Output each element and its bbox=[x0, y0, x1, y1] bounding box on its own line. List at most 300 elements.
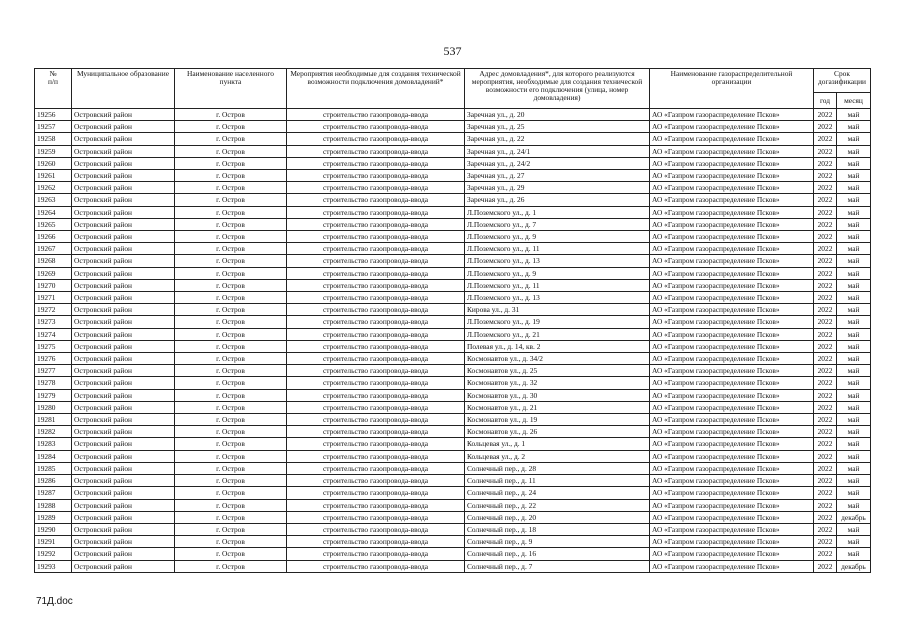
row-year: 2022 bbox=[814, 316, 837, 328]
row-measure: строительство газопровода-ввода bbox=[287, 560, 465, 572]
table-row bbox=[35, 499, 871, 511]
table-row bbox=[35, 121, 871, 133]
row-measure: строительство газопровода-ввода bbox=[287, 389, 465, 401]
row-settlement: г. Остров bbox=[175, 523, 287, 535]
row-year: 2022 bbox=[814, 414, 837, 426]
row-municipality: Островский район bbox=[72, 243, 175, 255]
table-row bbox=[35, 133, 871, 145]
row-municipality: Островский район bbox=[72, 267, 175, 279]
row-gdo: АО «Газпром газораспределение Псков» bbox=[650, 243, 814, 255]
row-year: 2022 bbox=[814, 121, 837, 133]
table-row bbox=[35, 353, 871, 365]
row-month: май bbox=[837, 292, 871, 304]
row-number: 19266 bbox=[35, 231, 72, 243]
table-row bbox=[35, 438, 871, 450]
gasification-table bbox=[34, 68, 871, 573]
row-number: 19258 bbox=[35, 133, 72, 145]
table-row bbox=[35, 511, 871, 523]
row-address: Космонавтов ул., д. 21 bbox=[465, 401, 650, 413]
row-number: 19289 bbox=[35, 511, 72, 523]
row-settlement: г. Остров bbox=[175, 487, 287, 499]
row-month: май bbox=[837, 157, 871, 169]
page-number: 537 bbox=[443, 44, 462, 58]
row-number: 19284 bbox=[35, 450, 72, 462]
row-municipality: Островский район bbox=[72, 316, 175, 328]
row-number: 19263 bbox=[35, 194, 72, 206]
row-year: 2022 bbox=[814, 560, 837, 572]
row-settlement: г. Остров bbox=[175, 548, 287, 560]
row-municipality: Островский район bbox=[72, 414, 175, 426]
row-measure: строительство газопровода-ввода bbox=[287, 536, 465, 548]
row-year: 2022 bbox=[814, 304, 837, 316]
row-measure: строительство газопровода-ввода bbox=[287, 353, 465, 365]
row-municipality: Островский район bbox=[72, 450, 175, 462]
row-gdo: АО «Газпром газораспределение Псков» bbox=[650, 475, 814, 487]
row-measure: строительство газопровода-ввода bbox=[287, 328, 465, 340]
row-gdo: АО «Газпром газораспределение Псков» bbox=[650, 548, 814, 560]
row-month: май bbox=[837, 450, 871, 462]
row-gdo: АО «Газпром газораспределение Псков» bbox=[650, 316, 814, 328]
row-measure: строительство газопровода-ввода bbox=[287, 462, 465, 474]
row-gdo: АО «Газпром газораспределение Псков» bbox=[650, 340, 814, 352]
row-municipality: Островский район bbox=[72, 279, 175, 291]
row-measure: строительство газопровода-ввода bbox=[287, 548, 465, 560]
row-settlement: г. Остров bbox=[175, 157, 287, 169]
row-gdo: АО «Газпром газораспределение Псков» bbox=[650, 170, 814, 182]
row-number: 19273 bbox=[35, 316, 72, 328]
row-address: Заречная ул., д. 29 bbox=[465, 182, 650, 194]
table-row bbox=[35, 426, 871, 438]
row-measure: строительство газопровода-ввода bbox=[287, 438, 465, 450]
row-month: май bbox=[837, 401, 871, 413]
row-month: май bbox=[837, 438, 871, 450]
row-measure: строительство газопровода-ввода bbox=[287, 267, 465, 279]
row-year: 2022 bbox=[814, 523, 837, 535]
row-settlement: г. Остров bbox=[175, 218, 287, 230]
row-month: май bbox=[837, 206, 871, 218]
row-number: 19279 bbox=[35, 389, 72, 401]
row-settlement: г. Остров bbox=[175, 536, 287, 548]
row-address: Солнечный пер., д. 28 bbox=[465, 462, 650, 474]
row-municipality: Островский район bbox=[72, 377, 175, 389]
row-address: Полевая ул., д. 14, кв. 2 bbox=[465, 340, 650, 352]
row-month: май bbox=[837, 389, 871, 401]
row-municipality: Островский район bbox=[72, 194, 175, 206]
row-municipality: Островский район bbox=[72, 255, 175, 267]
table-row bbox=[35, 267, 871, 279]
row-address: Заречная ул., д. 27 bbox=[465, 170, 650, 182]
row-measure: строительство газопровода-ввода bbox=[287, 243, 465, 255]
row-address: Космонавтов ул., д. 26 bbox=[465, 426, 650, 438]
row-settlement: г. Остров bbox=[175, 121, 287, 133]
row-gdo: АО «Газпром газораспределение Псков» bbox=[650, 414, 814, 426]
row-address: Солнечный пер., д. 18 bbox=[465, 523, 650, 535]
row-address: Солнечный пер., д. 16 bbox=[465, 548, 650, 560]
row-month: май bbox=[837, 377, 871, 389]
row-municipality: Островский район bbox=[72, 328, 175, 340]
row-year: 2022 bbox=[814, 426, 837, 438]
row-municipality: Островский район bbox=[72, 133, 175, 145]
table-row bbox=[35, 231, 871, 243]
row-settlement: г. Остров bbox=[175, 316, 287, 328]
row-municipality: Островский район bbox=[72, 389, 175, 401]
row-settlement: г. Остров bbox=[175, 353, 287, 365]
row-month: май bbox=[837, 426, 871, 438]
row-gdo: АО «Газпром газораспределение Псков» bbox=[650, 499, 814, 511]
table-row bbox=[35, 523, 871, 535]
row-municipality: Островский район bbox=[72, 523, 175, 535]
row-month: май bbox=[837, 499, 871, 511]
row-settlement: г. Остров bbox=[175, 304, 287, 316]
row-number: 19275 bbox=[35, 340, 72, 352]
row-gdo: АО «Газпром газораспределение Псков» bbox=[650, 304, 814, 316]
row-year: 2022 bbox=[814, 353, 837, 365]
row-settlement: г. Остров bbox=[175, 133, 287, 145]
table-row bbox=[35, 450, 871, 462]
row-number: 19292 bbox=[35, 548, 72, 560]
row-month: май bbox=[837, 487, 871, 499]
row-address: Кольцевая ул., д. 1 bbox=[465, 438, 650, 450]
row-number: 19291 bbox=[35, 536, 72, 548]
row-address: Космонавтов ул., д. 30 bbox=[465, 389, 650, 401]
row-measure: строительство газопровода-ввода bbox=[287, 121, 465, 133]
row-address: Заречная ул., д. 20 bbox=[465, 109, 650, 121]
header-municipality: Муниципальное образование bbox=[72, 69, 175, 109]
row-address: Л.Поземского ул., д. 19 bbox=[465, 316, 650, 328]
row-number: 19260 bbox=[35, 157, 72, 169]
row-measure: строительство газопровода-ввода bbox=[287, 304, 465, 316]
row-settlement: г. Остров bbox=[175, 450, 287, 462]
row-address: Космонавтов ул., д. 32 bbox=[465, 377, 650, 389]
row-month: май bbox=[837, 279, 871, 291]
row-month: май bbox=[837, 218, 871, 230]
document-filename: 71Д.doc bbox=[36, 596, 73, 607]
row-measure: строительство газопровода-ввода bbox=[287, 377, 465, 389]
row-year: 2022 bbox=[814, 438, 837, 450]
row-address: Солнечный пер., д. 22 bbox=[465, 499, 650, 511]
row-gdo: АО «Газпром газораспределение Псков» bbox=[650, 145, 814, 157]
table-row bbox=[35, 475, 871, 487]
row-month: май bbox=[837, 145, 871, 157]
header-num: № п/п bbox=[35, 69, 72, 109]
row-municipality: Островский район bbox=[72, 292, 175, 304]
row-settlement: г. Остров bbox=[175, 255, 287, 267]
row-settlement: г. Остров bbox=[175, 267, 287, 279]
table-body bbox=[35, 109, 871, 573]
row-municipality: Островский район bbox=[72, 145, 175, 157]
row-number: 19256 bbox=[35, 109, 72, 121]
row-address: Заречная ул., д. 24/2 bbox=[465, 157, 650, 169]
row-municipality: Островский район bbox=[72, 548, 175, 560]
row-number: 19286 bbox=[35, 475, 72, 487]
row-year: 2022 bbox=[814, 182, 837, 194]
row-municipality: Островский район bbox=[72, 426, 175, 438]
row-settlement: г. Остров bbox=[175, 194, 287, 206]
table-row bbox=[35, 182, 871, 194]
table-row bbox=[35, 377, 871, 389]
row-gdo: АО «Газпром газораспределение Псков» bbox=[650, 450, 814, 462]
row-address: Л.Поземского ул., д. 21 bbox=[465, 328, 650, 340]
row-settlement: г. Остров bbox=[175, 426, 287, 438]
row-address: Л.Поземского ул., д. 11 bbox=[465, 279, 650, 291]
row-gdo: АО «Газпром газораспределение Псков» bbox=[650, 560, 814, 572]
row-year: 2022 bbox=[814, 365, 837, 377]
row-year: 2022 bbox=[814, 279, 837, 291]
table-row bbox=[35, 560, 871, 572]
row-address: Л.Поземского ул., д. 11 bbox=[465, 243, 650, 255]
row-measure: строительство газопровода-ввода bbox=[287, 523, 465, 535]
row-municipality: Островский район bbox=[72, 304, 175, 316]
row-gdo: АО «Газпром газораспределение Псков» bbox=[650, 328, 814, 340]
row-number: 19281 bbox=[35, 414, 72, 426]
row-address: Заречная ул., д. 26 bbox=[465, 194, 650, 206]
row-municipality: Островский район bbox=[72, 560, 175, 572]
table-row bbox=[35, 157, 871, 169]
row-address: Л.Поземского ул., д. 1 bbox=[465, 206, 650, 218]
row-gdo: АО «Газпром газораспределение Псков» bbox=[650, 121, 814, 133]
row-address: Космонавтов ул., д. 19 bbox=[465, 414, 650, 426]
row-municipality: Островский район bbox=[72, 365, 175, 377]
row-number: 19287 bbox=[35, 487, 72, 499]
row-month: декабрь bbox=[837, 560, 871, 572]
row-settlement: г. Остров bbox=[175, 401, 287, 413]
row-gdo: АО «Газпром газораспределение Псков» bbox=[650, 523, 814, 535]
row-month: май bbox=[837, 316, 871, 328]
row-settlement: г. Остров bbox=[175, 145, 287, 157]
row-measure: строительство газопровода-ввода bbox=[287, 255, 465, 267]
row-number: 19268 bbox=[35, 255, 72, 267]
row-number: 19293 bbox=[35, 560, 72, 572]
table-row bbox=[35, 109, 871, 121]
row-number: 19283 bbox=[35, 438, 72, 450]
row-year: 2022 bbox=[814, 109, 837, 121]
row-measure: строительство газопровода-ввода bbox=[287, 340, 465, 352]
row-settlement: г. Остров bbox=[175, 462, 287, 474]
row-settlement: г. Остров bbox=[175, 389, 287, 401]
row-year: 2022 bbox=[814, 499, 837, 511]
row-address: Заречная ул., д. 22 bbox=[465, 133, 650, 145]
row-municipality: Островский район bbox=[72, 231, 175, 243]
row-municipality: Островский район bbox=[72, 511, 175, 523]
row-year: 2022 bbox=[814, 377, 837, 389]
row-year: 2022 bbox=[814, 243, 837, 255]
row-settlement: г. Остров bbox=[175, 279, 287, 291]
row-month: декабрь bbox=[837, 511, 871, 523]
row-measure: строительство газопровода-ввода bbox=[287, 426, 465, 438]
table-row bbox=[35, 170, 871, 182]
row-gdo: АО «Газпром газораспределение Псков» bbox=[650, 462, 814, 474]
row-settlement: г. Остров bbox=[175, 511, 287, 523]
table-row bbox=[35, 206, 871, 218]
row-measure: строительство газопровода-ввода bbox=[287, 365, 465, 377]
row-gdo: АО «Газпром газораспределение Псков» bbox=[650, 194, 814, 206]
row-number: 19288 bbox=[35, 499, 72, 511]
row-municipality: Островский район bbox=[72, 536, 175, 548]
header-settlement: Наименование населенного пункта bbox=[175, 69, 287, 109]
row-year: 2022 bbox=[814, 548, 837, 560]
row-gdo: АО «Газпром газораспределение Псков» bbox=[650, 401, 814, 413]
row-address: Л.Поземского ул., д. 9 bbox=[465, 267, 650, 279]
row-address: Космонавтов ул., д. 25 bbox=[465, 365, 650, 377]
table-row bbox=[35, 316, 871, 328]
row-address: Космонавтов ул., д. 34/2 bbox=[465, 353, 650, 365]
row-number: 19267 bbox=[35, 243, 72, 255]
row-address: Заречная ул., д. 25 bbox=[465, 121, 650, 133]
row-municipality: Островский район bbox=[72, 475, 175, 487]
row-settlement: г. Остров bbox=[175, 377, 287, 389]
row-year: 2022 bbox=[814, 487, 837, 499]
row-municipality: Островский район bbox=[72, 109, 175, 121]
row-municipality: Островский район bbox=[72, 487, 175, 499]
row-gdo: АО «Газпром газораспределение Псков» bbox=[650, 279, 814, 291]
row-measure: строительство газопровода-ввода bbox=[287, 279, 465, 291]
row-settlement: г. Остров bbox=[175, 414, 287, 426]
row-municipality: Островский район bbox=[72, 157, 175, 169]
row-number: 19278 bbox=[35, 377, 72, 389]
row-month: май bbox=[837, 304, 871, 316]
row-measure: строительство газопровода-ввода bbox=[287, 157, 465, 169]
row-gdo: АО «Газпром газораспределение Псков» bbox=[650, 267, 814, 279]
row-year: 2022 bbox=[814, 328, 837, 340]
row-gdo: АО «Газпром газораспределение Псков» bbox=[650, 536, 814, 548]
row-municipality: Островский район bbox=[72, 121, 175, 133]
row-address: Солнечный пер., д. 20 bbox=[465, 511, 650, 523]
row-address: Заречная ул., д. 24/1 bbox=[465, 145, 650, 157]
row-measure: строительство газопровода-ввода bbox=[287, 194, 465, 206]
row-address: Л.Поземского ул., д. 13 bbox=[465, 255, 650, 267]
row-settlement: г. Остров bbox=[175, 206, 287, 218]
row-settlement: г. Остров bbox=[175, 365, 287, 377]
row-month: май bbox=[837, 194, 871, 206]
row-measure: строительство газопровода-ввода bbox=[287, 316, 465, 328]
row-gdo: АО «Газпром газораспределение Псков» bbox=[650, 218, 814, 230]
row-year: 2022 bbox=[814, 145, 837, 157]
row-gdo: АО «Газпром газораспределение Псков» bbox=[650, 438, 814, 450]
row-settlement: г. Остров bbox=[175, 438, 287, 450]
row-month: май bbox=[837, 133, 871, 145]
row-gdo: АО «Газпром газораспределение Псков» bbox=[650, 231, 814, 243]
row-address: Кирова ул., д. 31 bbox=[465, 304, 650, 316]
row-municipality: Островский район bbox=[72, 170, 175, 182]
row-number: 19274 bbox=[35, 328, 72, 340]
row-measure: строительство газопровода-ввода bbox=[287, 292, 465, 304]
row-gdo: АО «Газпром газораспределение Псков» bbox=[650, 109, 814, 121]
row-number: 19259 bbox=[35, 145, 72, 157]
row-month: май bbox=[837, 255, 871, 267]
header-gdo: Наименование газораспределительной организации bbox=[650, 69, 814, 109]
row-municipality: Островский район bbox=[72, 218, 175, 230]
row-gdo: АО «Газпром газораспределение Псков» bbox=[650, 426, 814, 438]
row-gdo: АО «Газпром газораспределение Псков» bbox=[650, 511, 814, 523]
row-year: 2022 bbox=[814, 133, 837, 145]
row-measure: строительство газопровода-ввода bbox=[287, 475, 465, 487]
table-row bbox=[35, 487, 871, 499]
table-row bbox=[35, 304, 871, 316]
header-year: год bbox=[814, 93, 837, 109]
row-year: 2022 bbox=[814, 267, 837, 279]
row-municipality: Островский район bbox=[72, 438, 175, 450]
row-month: май bbox=[837, 328, 871, 340]
row-measure: строительство газопровода-ввода bbox=[287, 499, 465, 511]
row-number: 19261 bbox=[35, 170, 72, 182]
row-municipality: Островский район bbox=[72, 401, 175, 413]
row-month: май bbox=[837, 340, 871, 352]
row-gdo: АО «Газпром газораспределение Псков» bbox=[650, 182, 814, 194]
header-address: Адрес домовладения*, для которого реализуются мероприятия, необходимые для создания технической возможности его подключения (улица, номер домовладения) bbox=[465, 69, 650, 109]
row-number: 19265 bbox=[35, 218, 72, 230]
row-municipality: Островский район bbox=[72, 340, 175, 352]
row-measure: строительство газопровода-ввода bbox=[287, 231, 465, 243]
row-month: май bbox=[837, 462, 871, 474]
row-number: 19272 bbox=[35, 304, 72, 316]
row-year: 2022 bbox=[814, 389, 837, 401]
header-month: месяц bbox=[837, 93, 871, 109]
row-number: 19269 bbox=[35, 267, 72, 279]
row-address: Л.Поземского ул., д. 9 bbox=[465, 231, 650, 243]
row-measure: строительство газопровода-ввода bbox=[287, 206, 465, 218]
row-month: май bbox=[837, 523, 871, 535]
row-number: 19262 bbox=[35, 182, 72, 194]
table-row bbox=[35, 414, 871, 426]
table-row bbox=[35, 536, 871, 548]
row-gdo: АО «Газпром газораспределение Псков» bbox=[650, 353, 814, 365]
row-measure: строительство газопровода-ввода bbox=[287, 133, 465, 145]
row-gdo: АО «Газпром газораспределение Псков» bbox=[650, 157, 814, 169]
row-number: 19277 bbox=[35, 365, 72, 377]
table-row bbox=[35, 243, 871, 255]
row-number: 19282 bbox=[35, 426, 72, 438]
row-month: май bbox=[837, 109, 871, 121]
row-year: 2022 bbox=[814, 218, 837, 230]
row-month: май bbox=[837, 475, 871, 487]
row-municipality: Островский район bbox=[72, 206, 175, 218]
row-settlement: г. Остров bbox=[175, 182, 287, 194]
row-address: Солнечный пер., д. 24 bbox=[465, 487, 650, 499]
table-row bbox=[35, 365, 871, 377]
row-year: 2022 bbox=[814, 536, 837, 548]
row-address: Л.Поземского ул., д. 7 bbox=[465, 218, 650, 230]
table-row bbox=[35, 145, 871, 157]
row-measure: строительство газопровода-ввода bbox=[287, 511, 465, 523]
row-gdo: АО «Газпром газораспределение Псков» bbox=[650, 487, 814, 499]
row-number: 19280 bbox=[35, 401, 72, 413]
row-measure: строительство газопровода-ввода bbox=[287, 145, 465, 157]
row-settlement: г. Остров bbox=[175, 170, 287, 182]
row-gdo: АО «Газпром газораспределение Псков» bbox=[650, 365, 814, 377]
row-settlement: г. Остров bbox=[175, 109, 287, 121]
row-municipality: Островский район bbox=[72, 499, 175, 511]
row-month: май bbox=[837, 365, 871, 377]
table-row bbox=[35, 194, 871, 206]
row-measure: строительство газопровода-ввода bbox=[287, 218, 465, 230]
row-year: 2022 bbox=[814, 450, 837, 462]
row-municipality: Островский район bbox=[72, 462, 175, 474]
row-month: май bbox=[837, 353, 871, 365]
table-row bbox=[35, 218, 871, 230]
row-number: 19285 bbox=[35, 462, 72, 474]
row-gdo: АО «Газпром газораспределение Псков» bbox=[650, 389, 814, 401]
row-year: 2022 bbox=[814, 255, 837, 267]
row-gdo: АО «Газпром газораспределение Псков» bbox=[650, 255, 814, 267]
row-address: Кольцевая ул., д. 2 bbox=[465, 450, 650, 462]
row-settlement: г. Остров bbox=[175, 292, 287, 304]
row-gdo: АО «Газпром газораспределение Псков» bbox=[650, 377, 814, 389]
row-month: май bbox=[837, 548, 871, 560]
row-number: 19271 bbox=[35, 292, 72, 304]
row-settlement: г. Остров bbox=[175, 499, 287, 511]
row-address: Солнечный пер., д. 7 bbox=[465, 560, 650, 572]
row-month: май bbox=[837, 414, 871, 426]
